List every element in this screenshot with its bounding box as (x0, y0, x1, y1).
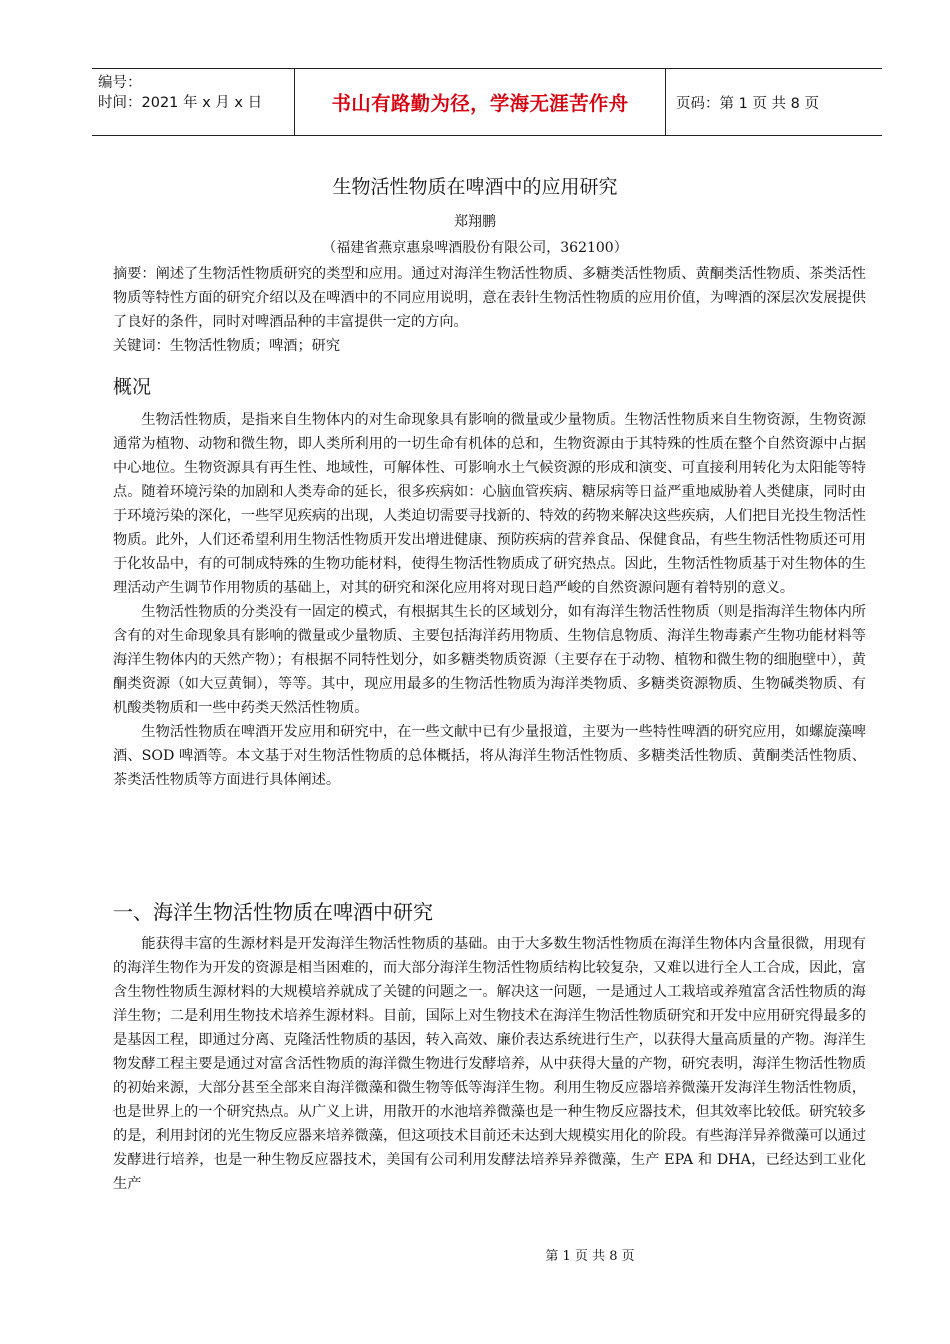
section-marine-body (113, 932, 866, 1196)
header-motto: 书山有路勤为径，学海无涯苦作舟 (294, 69, 666, 135)
document-number-label: 编号： (98, 75, 142, 91)
keywords-text: 关键词：生物活性物质；啤酒；研究 (113, 338, 341, 354)
paragraph: 生物活性物质，是指来自生物体内的对生命现象具有影响的微量或少量物质。生物活性物质来自生物资源，生物资源通常为植物、动物和微生物，即人类所利用的一切生命有机体的总和，生物资源由于其特殊的性质在整个自然资源中占据中心地位。生物资源具有再生性、地域性，可解体性、可影响水土气候资源的形成和演变、可直接利用转化为太阳能等特点。随着环境污染的加剧和人类寿命的延长，很多疾病如：心脑血管疾病、糖尿病等日益严重地威胁着人类健康，同时由于环境污染的深化，一些罕见疾病的出现，人类迫切需要寻找新的、特效的药物来解决这些疾病，人们把目光投生物活性物质。此外，人们还希望利用生物活性物质开发出增进健康、预防疾病的营养食品、保健食品，有些生物活性物质还可用于化妆品中，有的可制成特殊的生物功能材料，使得生物活性物质成了研究热点。因此，生物活性物质基于对生物体的生理活动产生调节作用物质的基础上，对其的研究和深化应用将对现日趋严峻的自然资源问题有着特别的意义。 (113, 412, 866, 596)
paper-title: 生物活性物质在啤酒中的应用研究 (332, 176, 618, 198)
page-footer: 第 1 页 共 8 页 (545, 1249, 635, 1264)
abstract-text: 摘要：阐述了生物活性物质研究的类型和应用。通过对海洋生物活性物质、多糖类活性物质、黄酮类活性物质、茶类活性物质等特性方面的研究介绍以及在啤酒中的不同应用说明，意在表针生物活性物质的应用价值，为啤酒的深层次发展提供了良好的条件，同时对啤酒品种的丰富提供一定的方向。 (113, 266, 866, 330)
paper-affiliation: （福建省燕京惠泉啤酒股份有限公司，362100） (322, 240, 628, 256)
paragraph: 生物活性物质的分类没有一固定的模式，有根据其生长的区域划分，如有海洋生物活性物质（则是指海洋生物体内所含有的对生命现象具有影响的微量或少量物质、主要包括海洋药用物质、生物信息物质、海洋生物毒素产生物功能材料等海洋生物体内的天然产物）；有根据不同特性划分，如多糖类物质资源（主要存在于动物、植物和微生物的细胞壁中），黄酮类资源（如大豆黄铜），等等。其中，现应用最多的生物活性物质为海洋类物质、多糖类资源物质、生物碱类物质、有机酸类物质和一些中药类天然活性物质。 (113, 604, 866, 716)
section-heading-marine: 一、海洋生物活性物质在啤酒中研究 (113, 900, 433, 924)
paper-author: 郑翔鹏 (454, 214, 496, 230)
abstract-block (113, 262, 866, 358)
section-overview-body (113, 408, 866, 792)
header-page-label: 页码：第 1 页 共 8 页 (676, 95, 819, 112)
paragraph: 生物活性物质在啤酒开发应用和研究中，在一些文献中已有少量报道，主要为一些特性啤酒的研究应用，如螺旋藻啤酒、SOD 啤酒等。本文基于对生物活性物质的总体概括，将从海洋生物活性物质、多糖类活性物质、黄酮类活性物质、茶类活性物质等方面进行具体阐述。 (113, 724, 866, 788)
page-header (92, 68, 882, 136)
header-meta (92, 69, 294, 135)
section-heading-overview: 概况 (113, 376, 152, 398)
paragraph: 能获得丰富的生源材料是开发海洋生物活性物质的基础。由于大多数生物活性物质在海洋生物体内含量很微，用现有的海洋生物作为开发的资源是相当困难的，而大部分海洋生物活性物质结构比较复杂，又难以进行全人工合成，因此，富含生物性物质生源材料的大规模培养就成了关键的问题之一。解决这一问题，一是通过人工栽培或养殖富含活性物质的海洋生物；二是利用生物技术培养生源材料。目前，国际上对生物技术在海洋生物活性物质研究和开发中应用研究得最多的是基因工程，即通过分离、克隆活性物质的基因，转入高效、廉价表达系统进行生产，以获得大量高质量的产物。海洋生物发酵工程主要是通过对富含活性物质的海洋微生物进行发酵培养，从中获得大量的产物，研究表明，海洋生物活性物质的初始来源，大部分甚至全部来自海洋微藻和微生物等低等海洋生物。利用生物反应器培养微藻开发海洋生物活性物质，也是世界上的一个研究热点。从广义上讲，用散开的水池培养微藻也是一种生物反应器技术，但其效率比较低。研究较多的是，利用封闭的光生物反应器来培养微藻，但这项技术目前还未达到大规模实用化的阶段。有些海洋异养微藻可以通过发酵进行培养，也是一种生物反应器技术，美国有公司利用发酵法培养异养微藻，生产 EPA 和 DHA，已经达到工业化生产 (113, 936, 866, 1192)
document-time-label: 时间：2021 年 x 月 x 日 (98, 95, 263, 111)
